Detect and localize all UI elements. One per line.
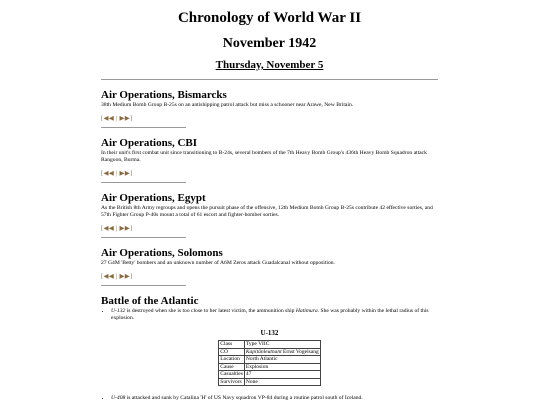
list-text: is destroyed when she is too close to her latest victim, the ammunition ship [125, 308, 296, 314]
table-key: Casualties [220, 371, 243, 377]
ship-name: U-408 [111, 395, 126, 401]
table-row [219, 378, 320, 386]
section-title: Air Operations, Solomons [101, 247, 223, 259]
name-text: Ernst Vogelsang [281, 348, 319, 355]
divider [101, 79, 438, 80]
uboat-info-table [218, 340, 320, 386]
section-title: Air Operations, Bismarcks [101, 89, 227, 101]
table-key: CO [219, 348, 245, 356]
table-key: Cause [219, 363, 245, 371]
divider [101, 127, 186, 128]
table-value: None [244, 378, 320, 386]
section-title: Battle of the Atlantic [101, 295, 199, 307]
nav-link[interactable]: [◀◀ | ▶▶] [101, 225, 133, 232]
list-item [111, 308, 438, 322]
section-bismarcks [101, 89, 438, 128]
table-key: Survivors [219, 378, 245, 386]
section-solomons [101, 247, 438, 286]
table-key: Location [219, 356, 245, 364]
table-row [219, 363, 320, 371]
table-value: 47 [244, 371, 320, 379]
table-row [219, 341, 320, 349]
prev-next-nav[interactable] [101, 170, 438, 178]
section-text: In their unit's first combat unit since transitioning to B-24s, several bombers of the 7th Heavy Bomb Group's 436th Heavy Bomb Squadron attack Rangoon, Burma. [101, 150, 427, 163]
prev-next-nav[interactable] [101, 115, 438, 123]
table-row [219, 348, 320, 356]
nav-link[interactable]: [◀◀ | ▶▶] [101, 115, 133, 122]
page-content [101, 0, 438, 402]
prev-next-nav[interactable] [101, 273, 438, 281]
section-atlantic [101, 295, 438, 402]
list-text: is attacked and sunk by Catalina 'H' of US Navy squadron VP-84 during a routine patrol south of Iceland. [125, 395, 363, 401]
divider [101, 237, 186, 238]
divider [101, 182, 186, 183]
section-egypt [101, 192, 438, 238]
section-cbi [101, 137, 438, 183]
table-row [219, 356, 320, 364]
section-text: 38th Medium Bomb Group B-25s on an antishipping patrol attack but miss a schooner near Arawe, New Britain. [101, 102, 354, 108]
table-value: Explosion [244, 363, 320, 371]
section-text: As the British 8th Army regroups and opens the pursuit phase of the offensive, 12th Medium Bomb Group B-25s contribute 42 effective sorties, and 57th Fighter Group P-40s mount a total of 61 escort and fighter-bomber sorties. [101, 205, 433, 218]
list-text: . She was probably within the lethal radius of this explosion. [111, 308, 429, 321]
nav-link[interactable]: [◀◀ | ▶▶] [101, 273, 133, 280]
page-title: Chronology of World War II [177, 10, 362, 26]
page-day: Thursday, November 5 [215, 59, 324, 71]
table-value: North Atlantic [244, 356, 320, 364]
divider [101, 285, 186, 286]
table-value: Type VIIC [244, 341, 320, 349]
nav-link[interactable]: [◀◀ | ▶▶] [101, 170, 133, 177]
prev-next-nav[interactable] [101, 225, 438, 233]
event-list [101, 308, 438, 322]
section-title: Air Operations, CBI [101, 137, 198, 149]
ship-name: Hatimura [295, 308, 318, 314]
rank-text: Kapitänleutnant [245, 348, 282, 355]
list-item [111, 395, 438, 402]
table-caption: U-132 [260, 329, 279, 337]
event-list [101, 395, 438, 402]
section-title: Air Operations, Egypt [101, 192, 206, 204]
table-key: Class [219, 341, 245, 349]
ship-name: U-132 [111, 308, 126, 314]
page-month: November 1942 [222, 36, 317, 51]
table-value [244, 348, 320, 356]
section-text: 27 G4M 'Betty' bombers and an unknown number of A6M Zeros attack Guadalcanal without opposition. [101, 260, 335, 266]
table-row [219, 371, 320, 379]
